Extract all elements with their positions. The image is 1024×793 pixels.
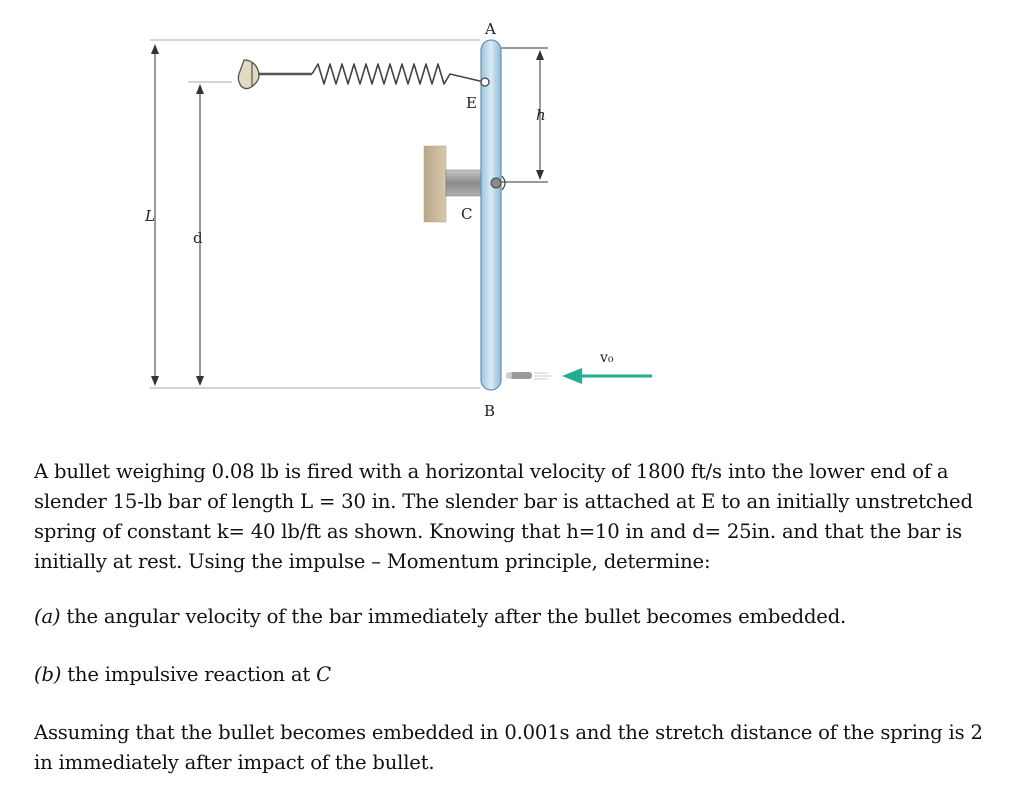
bullet	[506, 372, 552, 379]
label-a: A	[485, 20, 496, 38]
part-a-tag: (a)	[34, 605, 61, 628]
part-b	[34, 660, 994, 690]
label-v0: v₀	[600, 350, 614, 366]
part-b-var: C	[316, 663, 331, 686]
wall-support	[424, 146, 486, 222]
label-h: h	[536, 106, 546, 124]
label-l: L	[145, 207, 155, 225]
label-d: d	[193, 229, 203, 247]
slender-bar	[481, 40, 501, 390]
part-a	[34, 602, 994, 632]
assumption-note: Assuming that the bullet becomes embedded in 0.001s and the stretch distance of the spring is 2 in immediately after impact of the bullet.	[34, 721, 983, 774]
label-b: B	[484, 402, 496, 420]
label-e: E	[466, 94, 477, 112]
label-c: C	[461, 205, 473, 223]
part-b-tag: (b)	[34, 663, 62, 686]
spring-bracket	[238, 60, 312, 89]
part-b-text: the impulsive reaction at	[61, 663, 317, 686]
problem-statement: A bullet weighing 0.08 lb is fired with a horizontal velocity of 1800 ft/s into the lower end of a slender 15-lb bar of length L = 30 in. The slender bar is attached at E to an initially unstretched spring of constant k= 40 lb/ft as shown. Knowing that h=10 in and d= 25in. and that the bar is initially at rest. Using the impulse – Momentum principle, determine:	[34, 460, 973, 573]
part-a-text: the angular velocity of the bar immediately after the bullet becomes embedded.	[60, 605, 847, 628]
spring-coil	[312, 64, 484, 84]
spring-attachment-e	[481, 78, 489, 86]
velocity-arrow	[562, 368, 652, 384]
